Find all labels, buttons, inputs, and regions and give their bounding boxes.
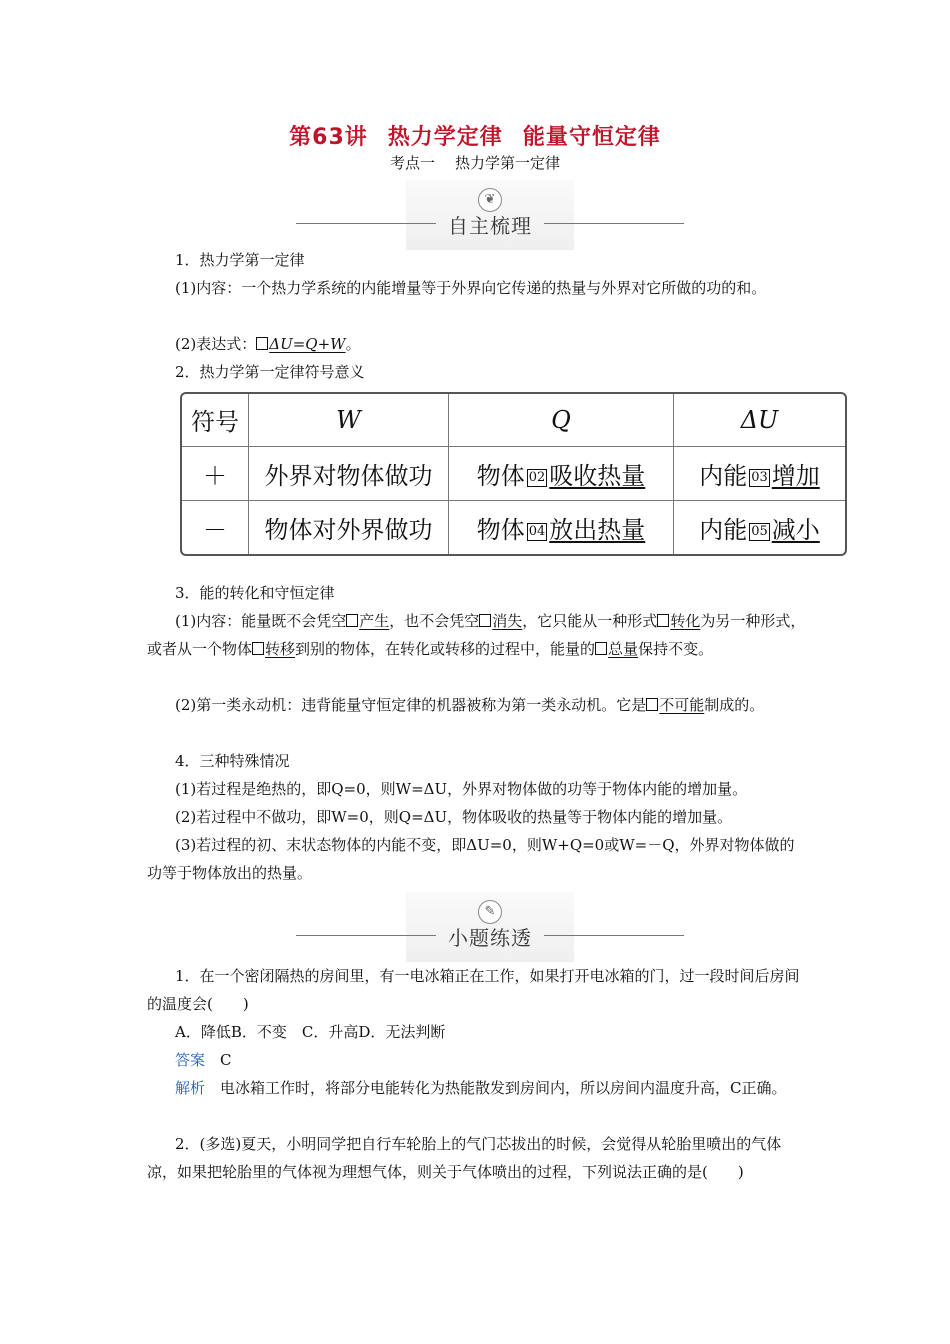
q1-options: A．降低B．不变 C．升高D．无法判断 bbox=[175, 1023, 446, 1041]
s4-case-1: (1)若过程是绝热的，即Q=0，则W=ΔU，外界对物体做的功等于物体内能的增加量。 bbox=[175, 780, 748, 798]
blank-value: 不可能 bbox=[659, 696, 705, 714]
cell-prefix: 物体 bbox=[476, 461, 525, 490]
lecture-number: 第63讲 bbox=[289, 125, 368, 150]
table-row bbox=[182, 446, 845, 500]
blank bbox=[646, 696, 704, 714]
blank-value: 转化 bbox=[670, 612, 701, 630]
analysis-text: 电冰箱工作时，将部分电能转化为热能散发到房间内，所以房间内温度升高，C正确。 bbox=[220, 1079, 787, 1097]
s4-case-2: (2)若过程中不做功，即W=0，则Q=ΔU，物体吸收的热量等于物体内能的增加量。 bbox=[175, 808, 733, 826]
sign-table bbox=[180, 392, 847, 556]
s1-heading: 1．热力学第一定律 bbox=[175, 251, 305, 269]
cell-blank bbox=[525, 516, 646, 544]
table-header: 符号 bbox=[182, 394, 249, 446]
s1-expression bbox=[147, 330, 807, 358]
blank-number: 05 bbox=[751, 523, 768, 539]
text-run: (1)内容：能量既不会凭空 bbox=[175, 612, 347, 630]
table-cell-q bbox=[449, 446, 674, 500]
s4-case-3: (3)若过程的初、末状态物体的内能不变，即ΔU=0，则W+Q=0或W=－Q，外界对物体做的功等于物体放出的热量。 bbox=[147, 836, 795, 882]
banner-label: 小题练透 bbox=[448, 926, 532, 950]
text-run: ，它只能从一种形式 bbox=[522, 612, 658, 630]
text-run: 保持不变。 bbox=[638, 640, 714, 658]
blank-number: 03 bbox=[751, 469, 768, 485]
answer-value: C bbox=[220, 1051, 232, 1069]
blank-value: 放出热量 bbox=[549, 515, 646, 544]
table-cell-sign: － bbox=[182, 500, 249, 554]
table-cell-u bbox=[674, 446, 846, 500]
cell-blank bbox=[747, 462, 820, 490]
lecture-topic-1: 热力学定律 bbox=[387, 125, 503, 150]
cell-prefix: 内能 bbox=[699, 461, 748, 490]
text-run: 制成的。 bbox=[704, 696, 765, 714]
blank-box-icon bbox=[256, 337, 268, 350]
expr-suffix: 。 bbox=[345, 335, 361, 353]
s3-content bbox=[147, 607, 807, 663]
blank-value: 消失 bbox=[492, 612, 523, 630]
banner-practice bbox=[296, 892, 684, 962]
blank-value: 吸收热量 bbox=[549, 461, 646, 490]
blank-value: 增加 bbox=[771, 461, 820, 490]
q2-stem: 2．(多选)夏天，小明同学把自行车轮胎上的气门芯拔出的时候，会觉得从轮胎里喷出的气体凉，如果把轮胎里的气体视为理想气体，则关于气体喷出的过程，下列说法正确的是( ) bbox=[147, 1135, 782, 1181]
bulb-icon: ✎ bbox=[478, 900, 502, 924]
table-row bbox=[182, 500, 845, 554]
text-run: 到别的物体，在转化或转移的过程中，能量的 bbox=[295, 640, 596, 658]
table-header-row bbox=[182, 394, 845, 446]
blank-value: 产生 bbox=[359, 612, 390, 630]
expr-prefix: (2)表达式： bbox=[175, 335, 257, 353]
blank-value: 总量 bbox=[608, 640, 639, 658]
blank bbox=[479, 612, 522, 630]
q1-analysis bbox=[147, 1074, 807, 1102]
text-run: (2)第一类永动机：违背能量守恒定律的机器被称为第一类永动机。它是 bbox=[175, 696, 647, 714]
blank-number: 04 bbox=[528, 523, 546, 539]
blank bbox=[595, 640, 638, 658]
lecture-topic-2: 能量守恒定律 bbox=[522, 125, 661, 150]
blank-box-icon bbox=[479, 614, 491, 627]
blank bbox=[346, 612, 389, 630]
s1-content: (1)内容：一个热力学系统的内能增量等于外界向它传递的热量与外界对它所做的功的和。 bbox=[175, 279, 767, 297]
banner-self-study bbox=[296, 180, 684, 250]
blank-box-icon bbox=[657, 614, 669, 627]
blank-box-icon bbox=[346, 614, 358, 627]
table-cell-w: 物体对外界做功 bbox=[249, 500, 449, 554]
lecture-title bbox=[0, 120, 950, 151]
q1-answer bbox=[147, 1046, 807, 1074]
section-subtitle bbox=[0, 152, 950, 173]
table-cell-sign: ＋ bbox=[182, 446, 249, 500]
cell-blank bbox=[525, 462, 646, 490]
blank bbox=[657, 612, 700, 630]
text-run: 为另一种形式，或者从一个物体 bbox=[147, 612, 806, 658]
banner-label: 自主梳理 bbox=[448, 214, 532, 238]
table-header: W bbox=[249, 394, 449, 446]
q1-stem: 1．在一个密闭隔热的房间里，有一电冰箱正在工作，如果打开电冰箱的门，过一段时间后房间的温度会( ) bbox=[147, 967, 800, 1013]
blank-box-icon bbox=[252, 642, 264, 655]
table-cell-q bbox=[449, 500, 674, 554]
blank bbox=[252, 640, 295, 658]
text-run: ，也不会凭空 bbox=[389, 612, 480, 630]
s4-heading: 4．三种特殊情况 bbox=[175, 752, 290, 770]
subtitle-point: 考点一 bbox=[389, 154, 435, 172]
cell-prefix: 内能 bbox=[699, 515, 748, 544]
leaf-icon: ❦ bbox=[478, 188, 502, 212]
table-cell-u bbox=[674, 500, 846, 554]
answer-label: 答案 bbox=[175, 1051, 206, 1069]
blank-box-icon bbox=[595, 642, 607, 655]
subtitle-name: 热力学第一定律 bbox=[455, 154, 561, 172]
table-header: ΔU bbox=[674, 394, 846, 446]
blank-value: 转移 bbox=[265, 640, 296, 658]
s3-heading: 3．能的转化和守恒定律 bbox=[175, 584, 335, 602]
expr-blank bbox=[256, 335, 345, 353]
expr-value: ΔU=Q+W bbox=[269, 335, 346, 353]
table-header: Q bbox=[449, 394, 674, 446]
blank-number: 02 bbox=[528, 469, 546, 485]
s2-heading: 2．热力学第一定律符号意义 bbox=[175, 363, 365, 381]
cell-prefix: 物体 bbox=[476, 515, 525, 544]
blank-box-icon bbox=[646, 698, 658, 711]
table-cell-w: 外界对物体做功 bbox=[249, 446, 449, 500]
s3-perpetual bbox=[147, 691, 807, 719]
blank-value: 减小 bbox=[771, 515, 820, 544]
cell-blank bbox=[747, 516, 820, 544]
analysis-label: 解析 bbox=[175, 1079, 206, 1097]
